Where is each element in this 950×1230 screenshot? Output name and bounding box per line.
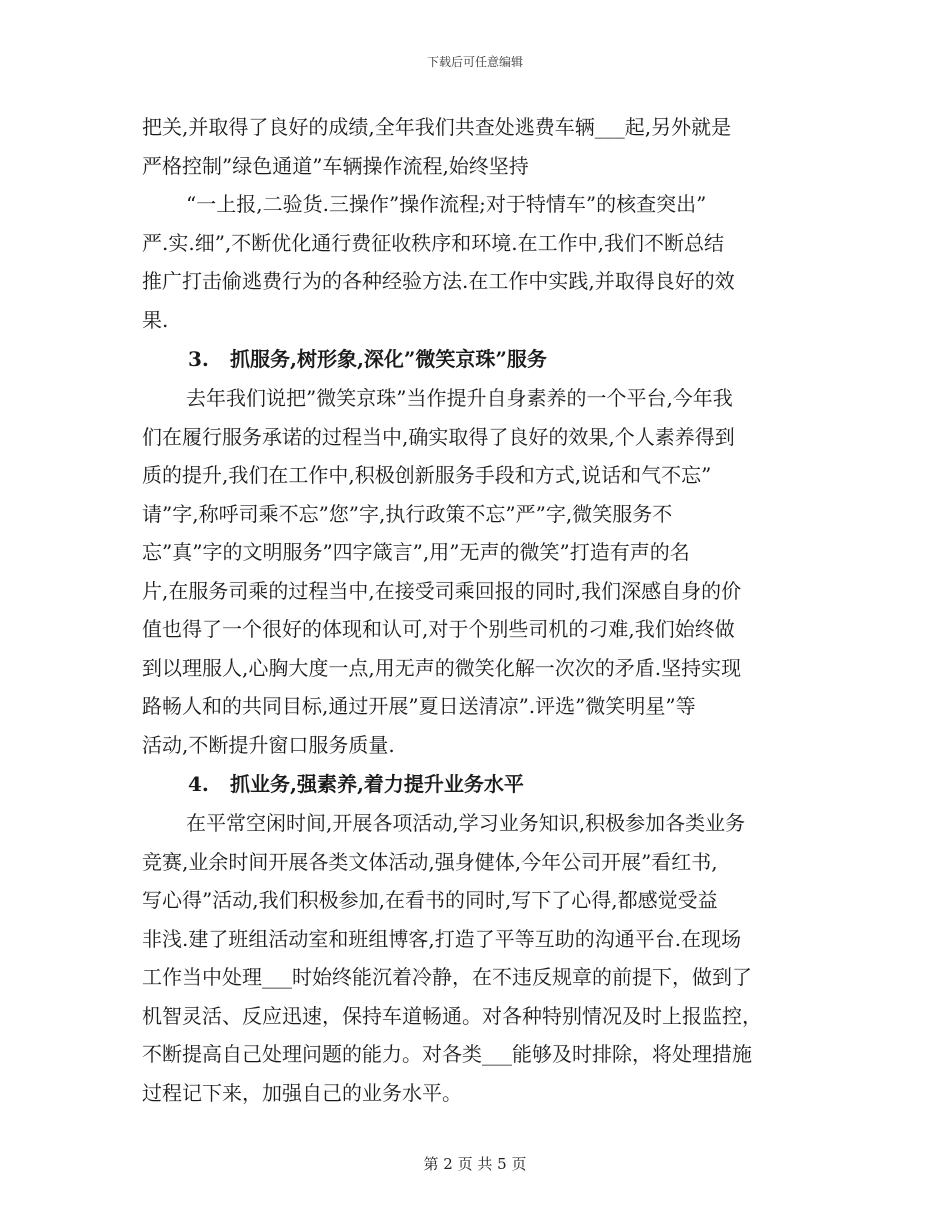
text-line: 工作当中处理___时始终能沉着冷静，在不违反规章的前提下，做到了 xyxy=(142,965,752,989)
section-3-heading xyxy=(142,339,810,379)
text-line: 非浅.建了班组活动室和班组博客,打造了平等互助的沟通平台.在现场 xyxy=(142,926,742,951)
text-line: 片,在服务司乘的过程当中,在接受司乘回报的同时,我们深感自身的价 xyxy=(142,578,742,603)
text-line: 去年我们说把”微笑京珠”当作提升自身素养的一个平台,今年我 xyxy=(186,386,733,410)
text-line: 活动,不断提升窗口服务质量. xyxy=(142,732,395,757)
text-line: 在平常空闲时间,开展各项活动,学习业务知识,积极参加各类业务 xyxy=(186,811,746,835)
document-body xyxy=(142,108,810,1112)
paragraph-2 xyxy=(142,185,810,339)
text-line: 质的提升,我们在工作中,积极创新服务手段和方式,说话和气不忘” xyxy=(142,463,712,487)
text-line: “一上报,二验货.三操作”操作流程;对于特情车”的核查突出” xyxy=(186,192,707,216)
text-line: 竞赛,业余时间开展各类文体活动,强身健体,今年公司开展”看红书, xyxy=(142,849,718,874)
text-line: 过程记下来，加强自己的业务水平。 xyxy=(142,1080,462,1105)
section-number: 4. xyxy=(188,772,209,796)
text-line: 机智灵活、反应迅速，保持车道畅通。对各种特别情况及时上报监控， xyxy=(142,1003,762,1028)
section-4-body xyxy=(142,804,810,1112)
section-4-heading xyxy=(142,764,810,804)
page-footer: 第 2 页 共 5 页 xyxy=(423,1155,527,1173)
text-line: 严格控制”绿色通道”车辆操作流程,始终坚持 xyxy=(142,153,529,178)
section-title: 抓服务,树形象,深化”微笑京珠”服务 xyxy=(230,347,547,371)
text-line: 果. xyxy=(142,307,169,332)
section-number: 3. xyxy=(188,347,209,371)
paragraph-1 xyxy=(142,108,810,185)
page-header: 下载后可任意编辑 xyxy=(426,55,523,69)
text-line: 到以理服人,心胸大度一点,用无声的微笑化解一次次的矛盾.坚持实现 xyxy=(142,655,742,680)
text-line: 们在履行服务承诺的过程当中,确实取得了良好的效果,个人素养得到 xyxy=(142,424,735,449)
text-line: 写心得”活动,我们积极参加,在看书的同时,写下了心得,都感觉受益 xyxy=(142,888,718,912)
text-line: 把关,并取得了良好的成绩,全年我们共查处逃费车辆___起,另外就是 xyxy=(142,115,732,139)
text-line: 请”字,称呼司乘不忘”您”字,执行政策不忘”严”字,微笑服务不 xyxy=(142,501,673,526)
section-3-body xyxy=(142,379,810,764)
text-line: 严.实.细”,不断优化通行费征收秩序和环境.在工作中,我们不断总结 xyxy=(142,230,725,255)
text-line: 值也得了一个很好的体现和认可,对于个别些司机的刁难,我们始终做 xyxy=(142,617,735,641)
section-title: 抓业务,强素养,着力提升业务水平 xyxy=(230,772,524,796)
text-line: 路畅人和的共同目标,通过开展”夏日送清凉”.评选”微笑明星”等 xyxy=(142,694,696,718)
text-line: 不断提高自己处理问题的能力。对各类___能够及时排除，将处理措施 xyxy=(142,1042,752,1066)
text-line: 推广打击偷逃费行为的各种经验方法.在工作中实践,并取得良好的效 xyxy=(142,269,735,293)
text-line: 忘”真”字的文明服务”四字箴言”,用”无声的微笑”打造有声的名 xyxy=(142,540,690,564)
